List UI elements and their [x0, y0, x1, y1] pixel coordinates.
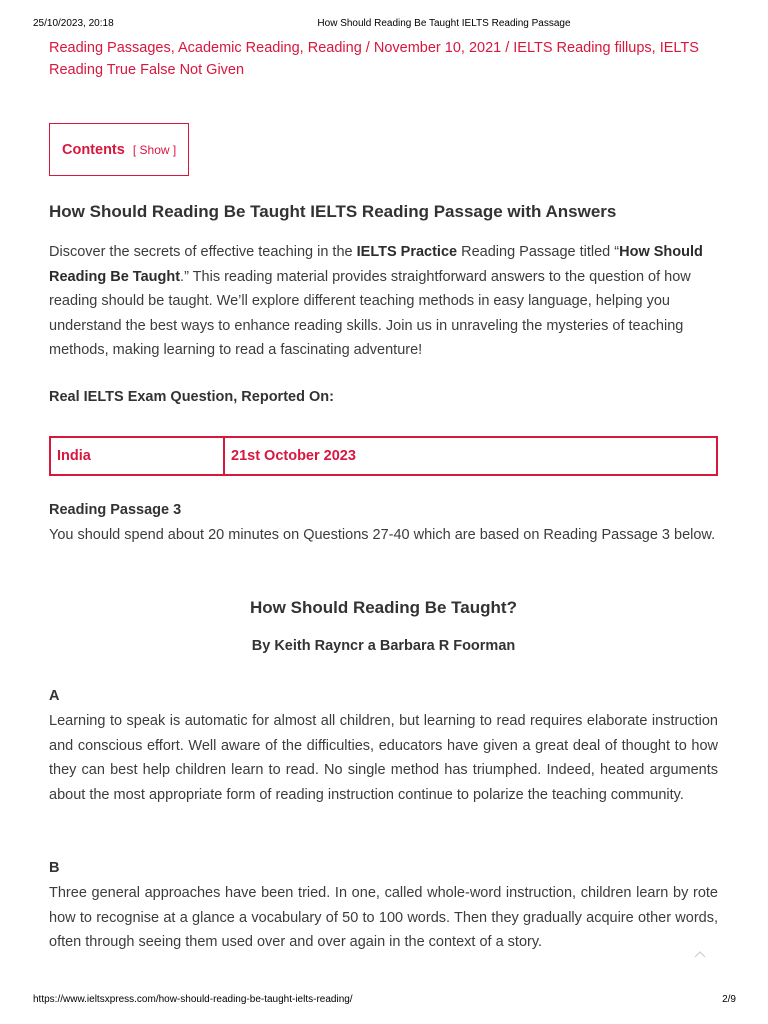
intro-bold-2: How Should Reading Be Taught [49, 244, 703, 285]
intro-text-3: .” This reading material provides straightforward answers to the question of how reading should be taught. We’ll explore different teaching methods in easy language, helping you understand the best ways to enhance reading skills. Join us in unraveling the mysteries of teaching methods, making learning to read a fascinating adventure! [49, 268, 691, 359]
article-heading: How Should Reading Be Taught IELTS Reading Passage with Answers [49, 202, 617, 221]
print-url[interactable]: https://www.ieltsxpress.com/how-should-reading-be-taught-ielts-reading/ [33, 994, 353, 1005]
table-of-contents [49, 123, 189, 176]
intro-paragraph [49, 240, 718, 363]
exam-country-cell: India [51, 438, 225, 474]
exam-date-cell: 21st October 2023 [231, 448, 356, 464]
post-meta[interactable]: Reading Passages, Academic Reading, Reading / November 10, 2021 / IELTS Reading fillups, IELTS Reading True False Not Given [49, 40, 699, 78]
intro-text-2: Reading Passage titled “ [457, 244, 620, 260]
intro-text-1: Discover the secrets of effective teaching in the [49, 244, 357, 260]
exam-label: Real IELTS Exam Question, Reported On: [49, 389, 334, 405]
toc-show-toggle[interactable]: [ Show ] [132, 142, 177, 157]
section-b-letter: B [49, 860, 60, 876]
toc-title: Contents [62, 141, 125, 158]
print-datetime: 25/10/2023, 20:18 [33, 18, 114, 29]
passage-title: How Should Reading Be Taught? [250, 598, 517, 617]
print-page-number: 2/9 [722, 994, 736, 1005]
passage-label: Reading Passage 3 [49, 502, 182, 518]
intro-bold-1: IELTS Practice [356, 244, 458, 260]
chevron-up-icon[interactable] [692, 946, 708, 962]
exam-report-table [49, 436, 718, 476]
section-a-text: Learning to speak is automatic for almost all children, but learning to read requires elaborate instruction and conscious effort. Well aware of the difficulties, educators have given a great deal of thought to how they can best help children learn to read. No single method has triumphed. Indeed, heated arguments about the most appropriate form of reading instruction continue to polarize the teaching community. [49, 713, 718, 803]
section-b-text: Three general approaches have been tried. In one, called whole-word instruction, children learn by rote how to recognise at a glance a vocabulary of 50 to 100 words. Then they gradually acquire other words, often through seeing them used over and over again in the context of a story. [49, 885, 718, 951]
section-a-letter: A [49, 688, 60, 704]
passage-author: By Keith Rayncr a Barbara R Foorman [251, 638, 516, 654]
print-doc-title: How Should Reading Be Taught IELTS Reading Passage [317, 18, 571, 29]
passage-instructions: You should spend about 20 minutes on Questions 27-40 which are based on Reading Passage 3 below. [49, 527, 716, 543]
